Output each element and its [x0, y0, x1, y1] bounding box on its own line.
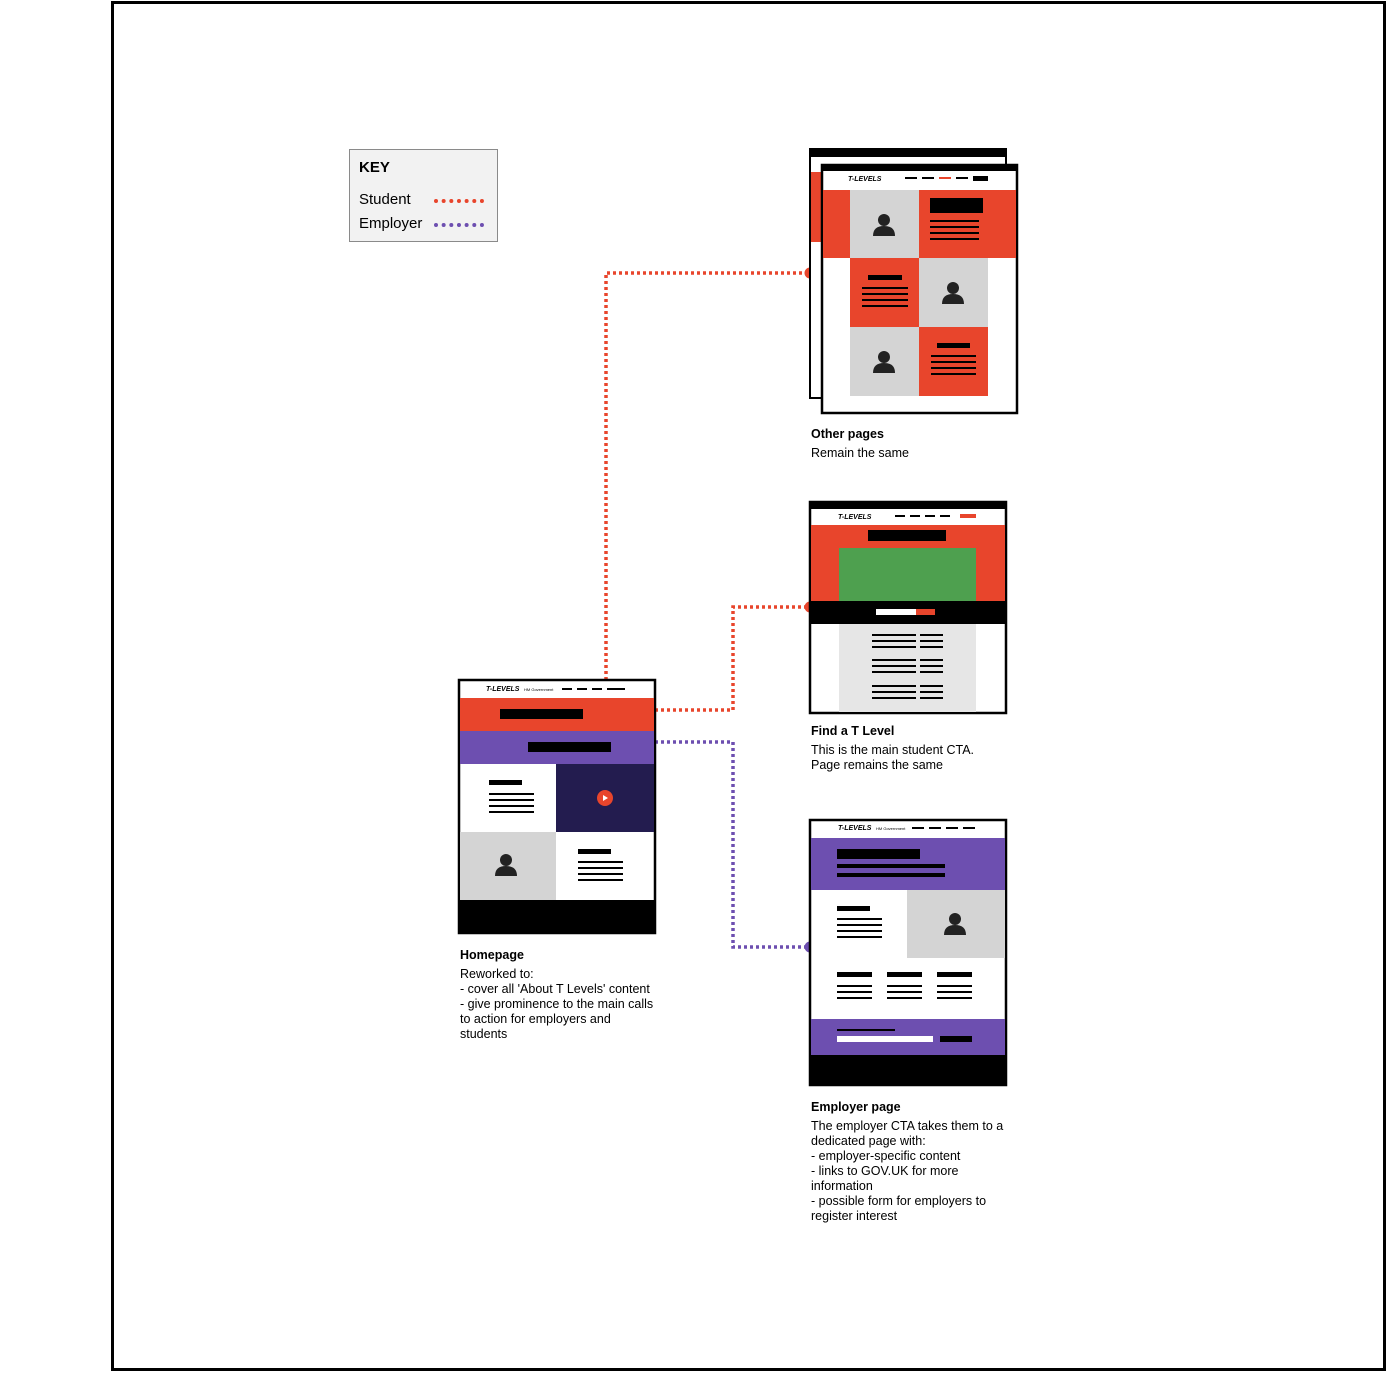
student-connector-find [655, 602, 816, 711]
other-brand: T-LEVELS [848, 176, 882, 183]
homepage-caption [460, 948, 670, 1042]
student-connector-other [606, 268, 816, 681]
employer-page-wireframe [810, 820, 1006, 1085]
other-pages-wireframe [810, 149, 1017, 413]
homepage-title: Homepage [460, 948, 524, 962]
find-brand: T-LEVELS [838, 514, 872, 521]
legend-employer-label: Employer [359, 215, 423, 232]
find-t-level-caption [811, 724, 1011, 773]
find-t-level-description: This is the main student CTA. Page remains the same [811, 743, 975, 772]
legend-title: KEY [359, 159, 390, 176]
employer-connector [655, 742, 816, 953]
homepage-description: Reworked to: - cover all 'About T Levels' content - give prominence to the main calls to action for employers and students [460, 967, 654, 1041]
employer-gov-label: HM Government [876, 826, 906, 831]
find-t-level-wireframe [810, 502, 1006, 713]
other-pages-caption [811, 427, 1011, 461]
find-t-level-title: Find a T Level [811, 724, 895, 738]
home-brand: T-LEVELS [486, 686, 520, 693]
other-pages-description: Remain the same [811, 446, 909, 460]
legend-student-label: Student [359, 191, 411, 208]
employer-page-title: Employer page [811, 1100, 901, 1114]
employer-page-description: The employer CTA takes them to a dedicated page with: - employer-specific content - links to GOV.UK for more information - possible form for employers to register interest [811, 1119, 1004, 1223]
homepage-wireframe [459, 680, 655, 933]
employer-page-caption [811, 1100, 1021, 1224]
other-pages-title: Other pages [811, 427, 884, 441]
employer-brand: T-LEVELS [838, 825, 872, 832]
home-gov-label: HM Government [524, 687, 554, 692]
